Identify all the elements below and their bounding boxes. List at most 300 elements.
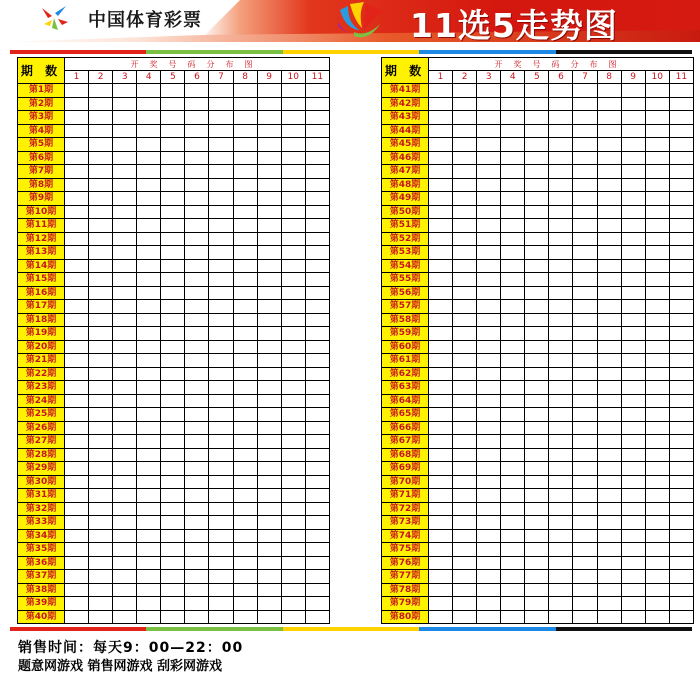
grid-cell[interactable] — [137, 165, 161, 179]
grid-cell[interactable] — [209, 448, 233, 462]
grid-cell[interactable] — [669, 259, 693, 273]
grid-cell[interactable] — [621, 435, 645, 449]
grid-cell[interactable] — [89, 448, 113, 462]
grid-cell[interactable] — [477, 111, 501, 125]
grid-cell[interactable] — [161, 300, 185, 314]
grid-cell[interactable] — [525, 448, 549, 462]
grid-cell[interactable] — [645, 462, 669, 476]
grid-cell[interactable] — [113, 124, 137, 138]
grid-cell[interactable] — [185, 408, 209, 422]
grid-cell[interactable] — [669, 421, 693, 435]
grid-cell[interactable] — [161, 340, 185, 354]
grid-cell[interactable] — [281, 273, 305, 287]
grid-cell[interactable] — [137, 408, 161, 422]
grid-cell[interactable] — [525, 273, 549, 287]
grid-cell[interactable] — [525, 340, 549, 354]
grid-cell[interactable] — [305, 232, 329, 246]
grid-cell[interactable] — [209, 543, 233, 557]
grid-cell[interactable] — [89, 367, 113, 381]
grid-cell[interactable] — [281, 583, 305, 597]
grid-cell[interactable] — [161, 165, 185, 179]
grid-cell[interactable] — [137, 462, 161, 476]
grid-cell[interactable] — [257, 556, 281, 570]
grid-cell[interactable] — [549, 489, 573, 503]
grid-cell[interactable] — [597, 246, 621, 260]
grid-cell[interactable] — [429, 367, 453, 381]
grid-cell[interactable] — [429, 97, 453, 111]
grid-cell[interactable] — [65, 570, 89, 584]
grid-cell[interactable] — [137, 313, 161, 327]
grid-cell[interactable] — [257, 462, 281, 476]
grid-cell[interactable] — [161, 543, 185, 557]
grid-cell[interactable] — [573, 219, 597, 233]
grid-cell[interactable] — [429, 381, 453, 395]
grid-cell[interactable] — [113, 475, 137, 489]
grid-cell[interactable] — [305, 435, 329, 449]
grid-cell[interactable] — [549, 192, 573, 206]
grid-cell[interactable] — [161, 111, 185, 125]
grid-cell[interactable] — [501, 354, 525, 368]
grid-cell[interactable] — [573, 313, 597, 327]
grid-cell[interactable] — [597, 529, 621, 543]
grid-cell[interactable] — [161, 529, 185, 543]
grid-cell[interactable] — [501, 475, 525, 489]
grid-cell[interactable] — [477, 394, 501, 408]
grid-cell[interactable] — [65, 475, 89, 489]
grid-cell[interactable] — [137, 475, 161, 489]
grid-cell[interactable] — [621, 421, 645, 435]
grid-cell[interactable] — [597, 300, 621, 314]
grid-cell[interactable] — [233, 286, 257, 300]
grid-cell[interactable] — [621, 327, 645, 341]
grid-cell[interactable] — [621, 165, 645, 179]
grid-cell[interactable] — [525, 151, 549, 165]
grid-cell[interactable] — [89, 246, 113, 260]
grid-cell[interactable] — [645, 205, 669, 219]
grid-cell[interactable] — [669, 381, 693, 395]
grid-cell[interactable] — [645, 502, 669, 516]
grid-cell[interactable] — [501, 421, 525, 435]
grid-cell[interactable] — [137, 435, 161, 449]
grid-cell[interactable] — [185, 502, 209, 516]
grid-cell[interactable] — [281, 84, 305, 98]
grid-cell[interactable] — [137, 273, 161, 287]
grid-cell[interactable] — [645, 232, 669, 246]
grid-cell[interactable] — [113, 543, 137, 557]
grid-cell[interactable] — [257, 124, 281, 138]
grid-cell[interactable] — [477, 178, 501, 192]
grid-cell[interactable] — [501, 381, 525, 395]
grid-cell[interactable] — [549, 340, 573, 354]
grid-cell[interactable] — [305, 475, 329, 489]
grid-cell[interactable] — [525, 97, 549, 111]
grid-cell[interactable] — [113, 421, 137, 435]
grid-cell[interactable] — [185, 138, 209, 152]
grid-cell[interactable] — [209, 502, 233, 516]
grid-cell[interactable] — [501, 286, 525, 300]
grid-cell[interactable] — [645, 354, 669, 368]
grid-cell[interactable] — [573, 354, 597, 368]
grid-cell[interactable] — [233, 421, 257, 435]
grid-cell[interactable] — [89, 610, 113, 624]
grid-cell[interactable] — [281, 97, 305, 111]
grid-cell[interactable] — [89, 583, 113, 597]
grid-cell[interactable] — [137, 178, 161, 192]
grid-cell[interactable] — [281, 165, 305, 179]
grid-cell[interactable] — [305, 165, 329, 179]
grid-cell[interactable] — [65, 502, 89, 516]
grid-cell[interactable] — [257, 529, 281, 543]
grid-cell[interactable] — [257, 367, 281, 381]
grid-cell[interactable] — [525, 462, 549, 476]
grid-cell[interactable] — [429, 489, 453, 503]
grid-cell[interactable] — [65, 259, 89, 273]
grid-cell[interactable] — [525, 489, 549, 503]
grid-cell[interactable] — [65, 205, 89, 219]
grid-cell[interactable] — [233, 97, 257, 111]
grid-cell[interactable] — [525, 597, 549, 611]
grid-cell[interactable] — [305, 246, 329, 260]
grid-cell[interactable] — [113, 259, 137, 273]
grid-cell[interactable] — [669, 354, 693, 368]
grid-cell[interactable] — [429, 313, 453, 327]
grid-cell[interactable] — [65, 340, 89, 354]
grid-cell[interactable] — [89, 394, 113, 408]
grid-cell[interactable] — [137, 597, 161, 611]
grid-cell[interactable] — [281, 232, 305, 246]
grid-cell[interactable] — [669, 192, 693, 206]
grid-cell[interactable] — [645, 178, 669, 192]
grid-cell[interactable] — [429, 394, 453, 408]
grid-cell[interactable] — [257, 381, 281, 395]
grid-cell[interactable] — [669, 84, 693, 98]
grid-cell[interactable] — [621, 570, 645, 584]
grid-cell[interactable] — [669, 475, 693, 489]
grid-cell[interactable] — [233, 583, 257, 597]
grid-cell[interactable] — [185, 246, 209, 260]
grid-cell[interactable] — [597, 367, 621, 381]
grid-cell[interactable] — [453, 556, 477, 570]
grid-cell[interactable] — [669, 178, 693, 192]
grid-cell[interactable] — [281, 394, 305, 408]
grid-cell[interactable] — [305, 138, 329, 152]
grid-cell[interactable] — [645, 367, 669, 381]
grid-cell[interactable] — [549, 151, 573, 165]
grid-cell[interactable] — [233, 124, 257, 138]
grid-cell[interactable] — [477, 354, 501, 368]
grid-cell[interactable] — [257, 516, 281, 530]
grid-cell[interactable] — [429, 556, 453, 570]
grid-cell[interactable] — [477, 151, 501, 165]
grid-cell[interactable] — [65, 529, 89, 543]
grid-cell[interactable] — [89, 327, 113, 341]
grid-cell[interactable] — [549, 475, 573, 489]
grid-cell[interactable] — [573, 502, 597, 516]
grid-cell[interactable] — [209, 462, 233, 476]
grid-cell[interactable] — [549, 543, 573, 557]
grid-cell[interactable] — [621, 151, 645, 165]
grid-cell[interactable] — [65, 327, 89, 341]
grid-cell[interactable] — [89, 381, 113, 395]
grid-cell[interactable] — [281, 381, 305, 395]
grid-cell[interactable] — [161, 570, 185, 584]
grid-cell[interactable] — [65, 165, 89, 179]
grid-cell[interactable] — [429, 354, 453, 368]
grid-cell[interactable] — [209, 97, 233, 111]
grid-cell[interactable] — [453, 381, 477, 395]
grid-cell[interactable] — [573, 516, 597, 530]
grid-cell[interactable] — [89, 462, 113, 476]
grid-cell[interactable] — [185, 381, 209, 395]
grid-cell[interactable] — [137, 205, 161, 219]
grid-cell[interactable] — [453, 367, 477, 381]
grid-cell[interactable] — [525, 178, 549, 192]
grid-cell[interactable] — [257, 165, 281, 179]
grid-cell[interactable] — [501, 84, 525, 98]
grid-cell[interactable] — [621, 246, 645, 260]
grid-cell[interactable] — [453, 111, 477, 125]
grid-cell[interactable] — [305, 178, 329, 192]
grid-cell[interactable] — [621, 340, 645, 354]
grid-cell[interactable] — [257, 583, 281, 597]
grid-cell[interactable] — [525, 84, 549, 98]
grid-cell[interactable] — [113, 610, 137, 624]
grid-cell[interactable] — [65, 421, 89, 435]
grid-cell[interactable] — [669, 435, 693, 449]
grid-cell[interactable] — [573, 327, 597, 341]
grid-cell[interactable] — [453, 124, 477, 138]
grid-cell[interactable] — [65, 448, 89, 462]
grid-cell[interactable] — [621, 502, 645, 516]
grid-cell[interactable] — [621, 556, 645, 570]
grid-cell[interactable] — [645, 448, 669, 462]
grid-cell[interactable] — [525, 583, 549, 597]
grid-cell[interactable] — [501, 151, 525, 165]
grid-cell[interactable] — [233, 259, 257, 273]
grid-cell[interactable] — [525, 529, 549, 543]
grid-cell[interactable] — [89, 435, 113, 449]
grid-cell[interactable] — [305, 489, 329, 503]
grid-cell[interactable] — [621, 232, 645, 246]
grid-cell[interactable] — [65, 313, 89, 327]
grid-cell[interactable] — [89, 138, 113, 152]
grid-cell[interactable] — [573, 205, 597, 219]
grid-cell[interactable] — [453, 610, 477, 624]
grid-cell[interactable] — [161, 516, 185, 530]
grid-cell[interactable] — [281, 340, 305, 354]
grid-cell[interactable] — [501, 165, 525, 179]
grid-cell[interactable] — [185, 435, 209, 449]
grid-cell[interactable] — [257, 489, 281, 503]
grid-cell[interactable] — [161, 367, 185, 381]
grid-cell[interactable] — [137, 529, 161, 543]
grid-cell[interactable] — [477, 286, 501, 300]
grid-cell[interactable] — [429, 408, 453, 422]
grid-cell[interactable] — [477, 84, 501, 98]
grid-cell[interactable] — [429, 516, 453, 530]
grid-cell[interactable] — [621, 381, 645, 395]
grid-cell[interactable] — [621, 610, 645, 624]
grid-cell[interactable] — [185, 570, 209, 584]
grid-cell[interactable] — [161, 84, 185, 98]
grid-cell[interactable] — [453, 394, 477, 408]
grid-cell[interactable] — [113, 273, 137, 287]
grid-cell[interactable] — [645, 570, 669, 584]
grid-cell[interactable] — [185, 516, 209, 530]
grid-cell[interactable] — [453, 435, 477, 449]
grid-cell[interactable] — [281, 489, 305, 503]
grid-cell[interactable] — [233, 570, 257, 584]
grid-cell[interactable] — [549, 313, 573, 327]
grid-cell[interactable] — [597, 462, 621, 476]
grid-cell[interactable] — [621, 543, 645, 557]
grid-cell[interactable] — [453, 597, 477, 611]
grid-cell[interactable] — [233, 610, 257, 624]
grid-cell[interactable] — [477, 381, 501, 395]
grid-cell[interactable] — [501, 367, 525, 381]
grid-cell[interactable] — [281, 111, 305, 125]
grid-cell[interactable] — [645, 97, 669, 111]
grid-cell[interactable] — [501, 408, 525, 422]
grid-cell[interactable] — [233, 448, 257, 462]
grid-cell[interactable] — [233, 165, 257, 179]
grid-cell[interactable] — [429, 219, 453, 233]
grid-cell[interactable] — [113, 462, 137, 476]
grid-cell[interactable] — [233, 543, 257, 557]
grid-cell[interactable] — [429, 286, 453, 300]
grid-cell[interactable] — [185, 543, 209, 557]
grid-cell[interactable] — [453, 219, 477, 233]
grid-cell[interactable] — [161, 151, 185, 165]
grid-cell[interactable] — [281, 408, 305, 422]
grid-cell[interactable] — [549, 286, 573, 300]
grid-cell[interactable] — [549, 178, 573, 192]
grid-cell[interactable] — [453, 178, 477, 192]
grid-cell[interactable] — [477, 475, 501, 489]
grid-cell[interactable] — [597, 327, 621, 341]
grid-cell[interactable] — [305, 313, 329, 327]
grid-cell[interactable] — [501, 570, 525, 584]
grid-cell[interactable] — [525, 205, 549, 219]
grid-cell[interactable] — [669, 97, 693, 111]
grid-cell[interactable] — [257, 286, 281, 300]
grid-cell[interactable] — [305, 529, 329, 543]
grid-cell[interactable] — [89, 340, 113, 354]
grid-cell[interactable] — [525, 138, 549, 152]
grid-cell[interactable] — [305, 219, 329, 233]
grid-cell[interactable] — [621, 394, 645, 408]
grid-cell[interactable] — [645, 273, 669, 287]
grid-cell[interactable] — [233, 111, 257, 125]
grid-cell[interactable] — [161, 286, 185, 300]
grid-cell[interactable] — [137, 286, 161, 300]
grid-cell[interactable] — [549, 529, 573, 543]
grid-cell[interactable] — [137, 327, 161, 341]
grid-cell[interactable] — [281, 570, 305, 584]
grid-cell[interactable] — [281, 192, 305, 206]
grid-cell[interactable] — [305, 151, 329, 165]
grid-cell[interactable] — [597, 259, 621, 273]
grid-cell[interactable] — [525, 502, 549, 516]
grid-cell[interactable] — [669, 489, 693, 503]
grid-cell[interactable] — [525, 570, 549, 584]
grid-cell[interactable] — [621, 462, 645, 476]
grid-cell[interactable] — [669, 286, 693, 300]
grid-cell[interactable] — [185, 340, 209, 354]
grid-cell[interactable] — [209, 516, 233, 530]
grid-cell[interactable] — [525, 111, 549, 125]
grid-cell[interactable] — [305, 543, 329, 557]
grid-cell[interactable] — [477, 138, 501, 152]
grid-cell[interactable] — [453, 543, 477, 557]
grid-cell[interactable] — [209, 205, 233, 219]
grid-cell[interactable] — [669, 151, 693, 165]
grid-cell[interactable] — [89, 502, 113, 516]
grid-cell[interactable] — [281, 138, 305, 152]
grid-cell[interactable] — [113, 205, 137, 219]
grid-cell[interactable] — [161, 597, 185, 611]
grid-cell[interactable] — [549, 84, 573, 98]
grid-cell[interactable] — [65, 138, 89, 152]
grid-cell[interactable] — [549, 232, 573, 246]
grid-cell[interactable] — [453, 489, 477, 503]
grid-cell[interactable] — [645, 111, 669, 125]
grid-cell[interactable] — [501, 340, 525, 354]
grid-cell[interactable] — [113, 340, 137, 354]
grid-cell[interactable] — [501, 205, 525, 219]
grid-cell[interactable] — [669, 327, 693, 341]
grid-cell[interactable] — [209, 84, 233, 98]
grid-cell[interactable] — [305, 354, 329, 368]
grid-cell[interactable] — [573, 381, 597, 395]
grid-cell[interactable] — [113, 394, 137, 408]
grid-cell[interactable] — [573, 367, 597, 381]
grid-cell[interactable] — [501, 327, 525, 341]
grid-cell[interactable] — [89, 178, 113, 192]
grid-cell[interactable] — [525, 232, 549, 246]
grid-cell[interactable] — [113, 354, 137, 368]
grid-cell[interactable] — [305, 408, 329, 422]
grid-cell[interactable] — [669, 367, 693, 381]
grid-cell[interactable] — [161, 138, 185, 152]
grid-cell[interactable] — [89, 273, 113, 287]
grid-cell[interactable] — [525, 367, 549, 381]
grid-cell[interactable] — [305, 97, 329, 111]
grid-cell[interactable] — [477, 300, 501, 314]
grid-cell[interactable] — [597, 435, 621, 449]
grid-cell[interactable] — [597, 583, 621, 597]
grid-cell[interactable] — [233, 597, 257, 611]
grid-cell[interactable] — [113, 367, 137, 381]
grid-cell[interactable] — [305, 327, 329, 341]
grid-cell[interactable] — [65, 273, 89, 287]
grid-cell[interactable] — [137, 84, 161, 98]
grid-cell[interactable] — [645, 597, 669, 611]
grid-cell[interactable] — [185, 597, 209, 611]
grid-cell[interactable] — [573, 111, 597, 125]
grid-cell[interactable] — [305, 597, 329, 611]
grid-cell[interactable] — [209, 273, 233, 287]
grid-cell[interactable] — [281, 313, 305, 327]
grid-cell[interactable] — [477, 597, 501, 611]
grid-cell[interactable] — [669, 111, 693, 125]
grid-cell[interactable] — [257, 205, 281, 219]
grid-cell[interactable] — [137, 381, 161, 395]
grid-cell[interactable] — [525, 354, 549, 368]
grid-cell[interactable] — [549, 165, 573, 179]
grid-cell[interactable] — [233, 516, 257, 530]
grid-cell[interactable] — [113, 286, 137, 300]
